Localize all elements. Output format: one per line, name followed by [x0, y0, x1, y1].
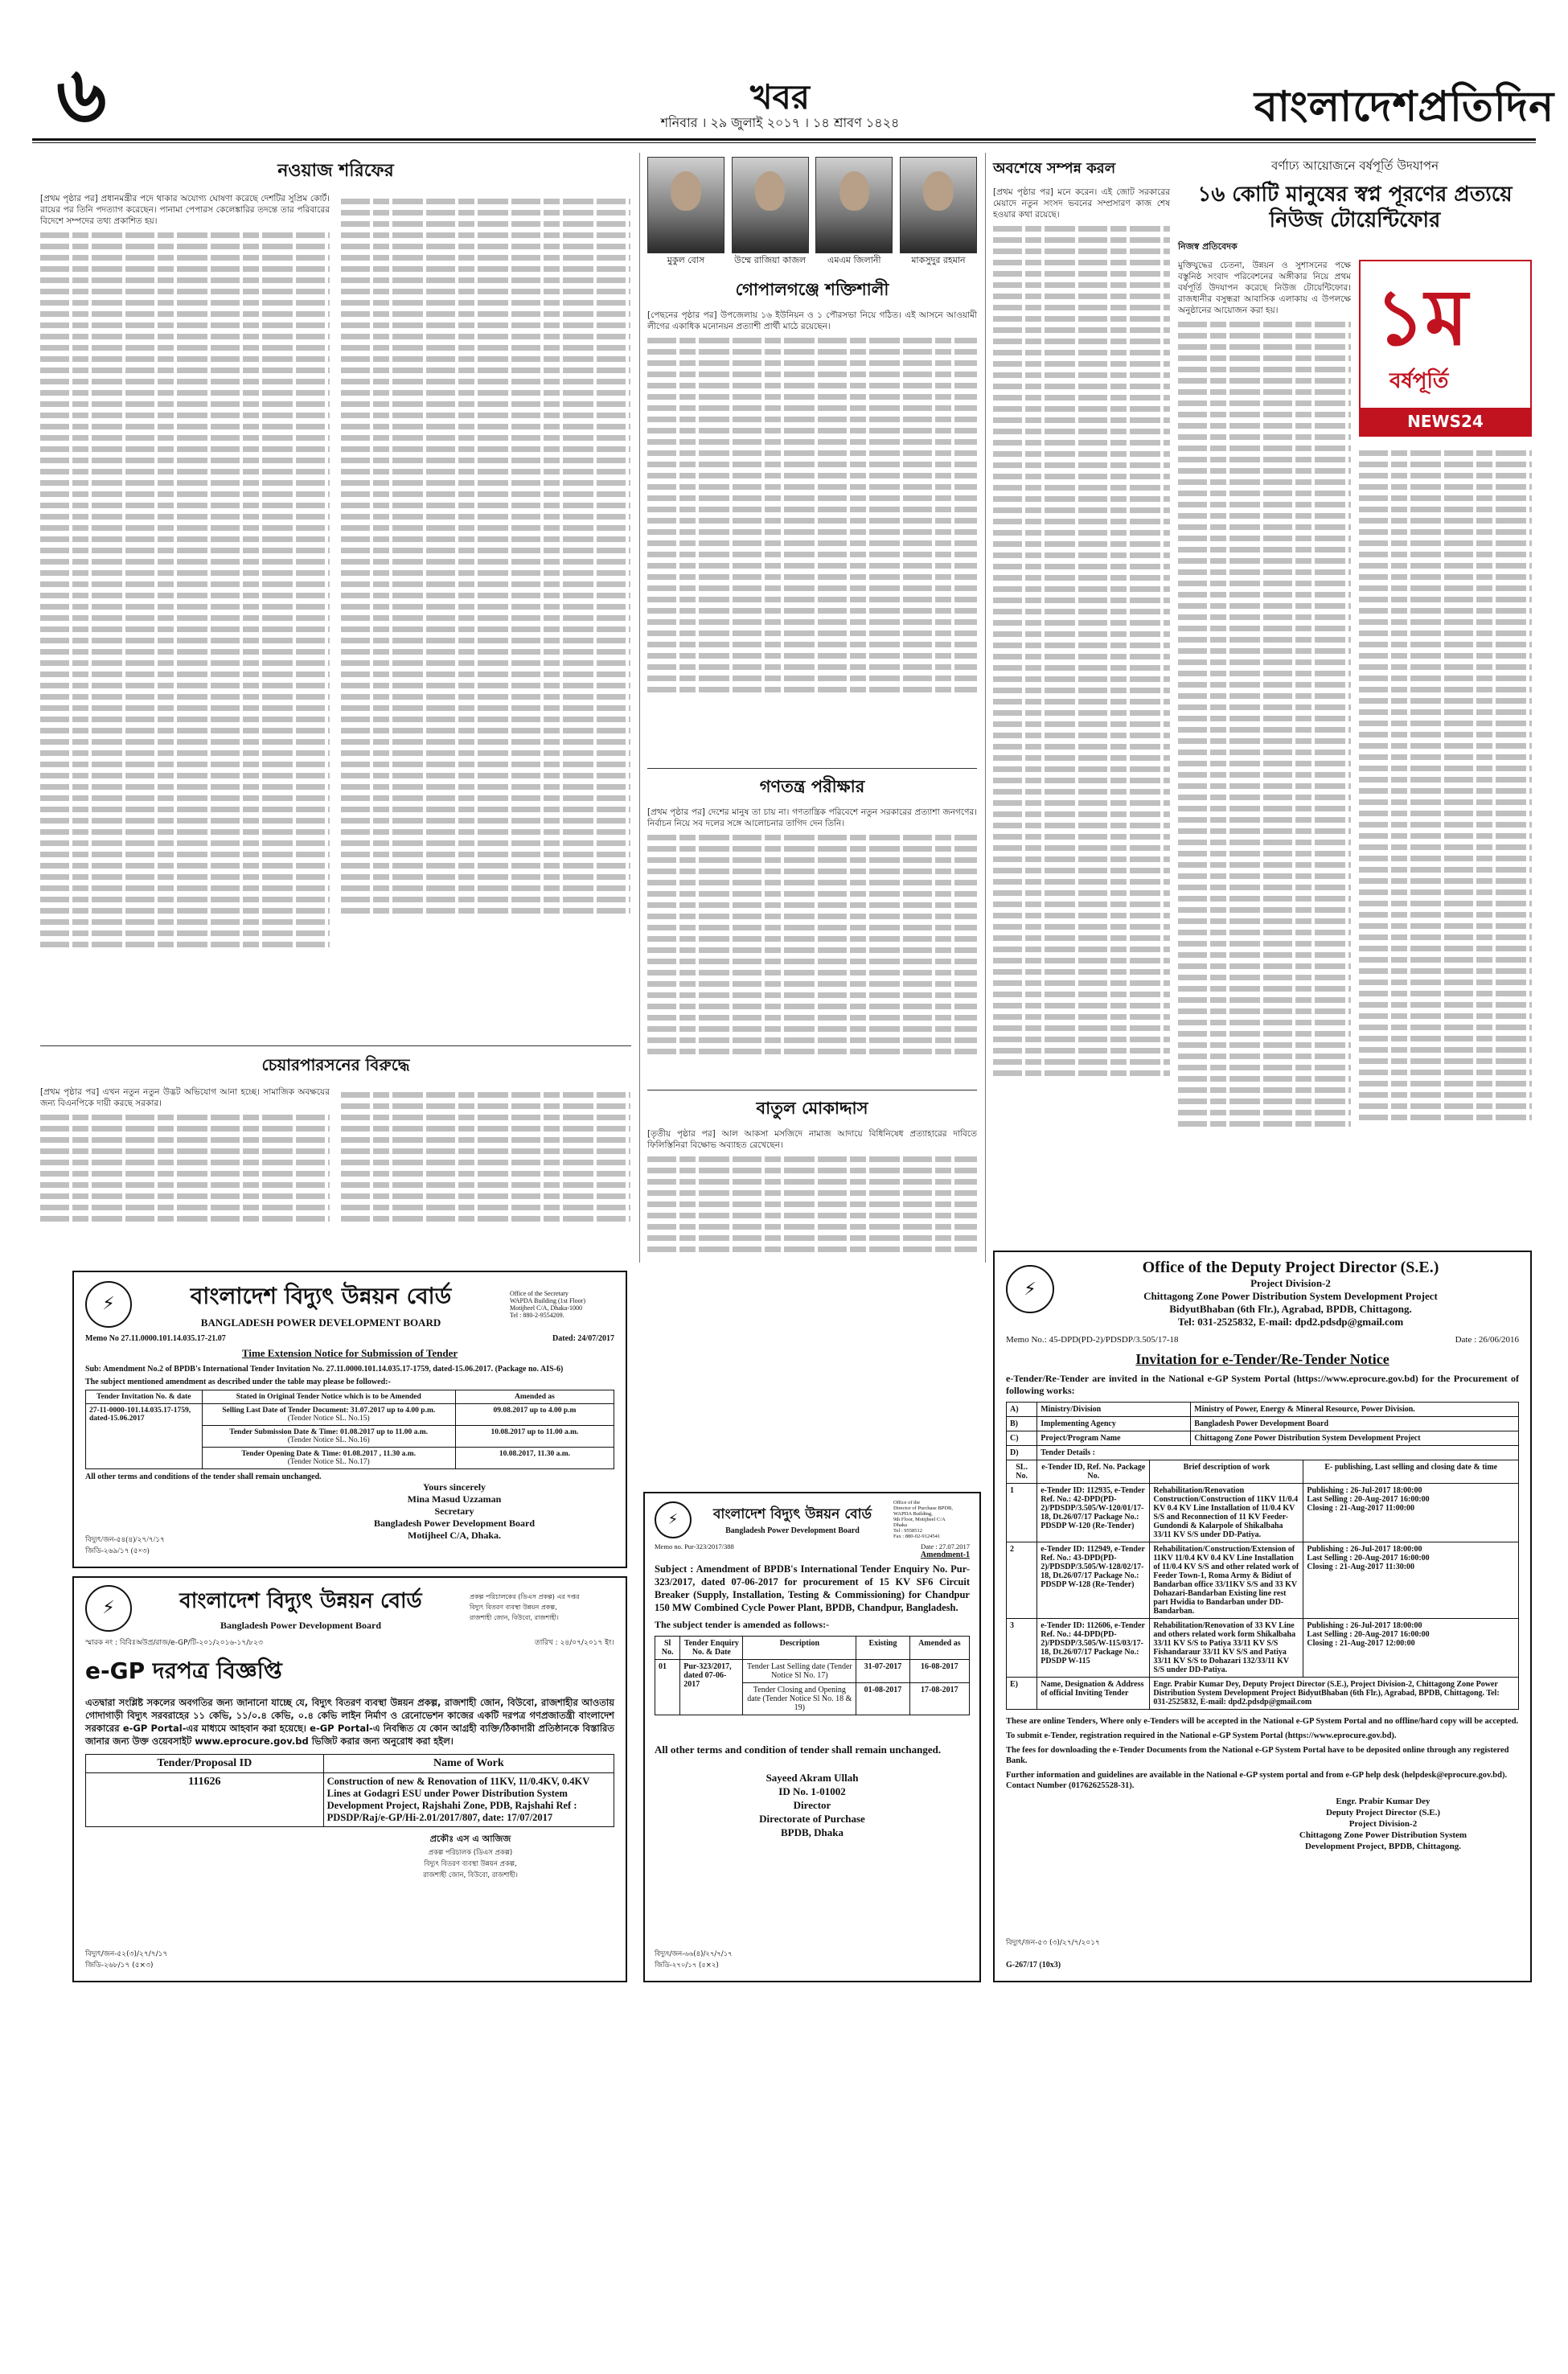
ad-title-bn: বাংলাদেশ বিদ্যুৎ উন্নয়ন বোর্ড	[712, 1506, 872, 1522]
memo-date: Date : 27.07.2017	[921, 1542, 970, 1550]
note-item: The fees for downloading the e-Tender Documents from the National e-GP System Portal have to be deposited online through any registered Bank.	[1006, 1746, 1509, 1765]
signer-id: ID No. 1-01002	[778, 1785, 846, 1797]
table-header: E- publishing, Last selling and closing date & time	[1303, 1460, 1519, 1484]
table-cell: 1	[1007, 1484, 1037, 1542]
bpdb-logo-icon: ⚡	[655, 1501, 692, 1538]
table-cell: 10.08.2017 up to 11.00 a.m.	[455, 1426, 614, 1448]
table-row	[1007, 1619, 1519, 1678]
column-divider	[639, 153, 640, 1263]
office-address: Office of the Secretary WAPDA Building (1st Floor) Motijheel C/A, Dhaka-1000 Tel : 880-2-9554209.	[510, 1289, 586, 1319]
table-header: Tender Invitation No. & date	[86, 1390, 203, 1404]
ad-ref-code: বিদ্যুৎ/জন-৬৬(৪)/২৭/৭/১৭	[655, 1950, 733, 1958]
tender-notice-egp-rajshahi	[72, 1576, 627, 1982]
table-header: Amended as	[909, 1637, 969, 1660]
table-header: Brief description of work	[1150, 1460, 1303, 1484]
ad-title-bn: বাংলাদেশ বিদ্যুৎ উন্নয়ন বোর্ড	[179, 1589, 422, 1613]
story-body-col2	[341, 193, 630, 1033]
table-row	[655, 1660, 970, 1683]
signer-title: Secretary	[434, 1505, 474, 1517]
memo-number: Memo No 27.11.0000.101.14.035.17-21.07	[85, 1334, 226, 1343]
divider	[647, 768, 977, 769]
story-body-col2	[1359, 445, 1532, 1281]
ad-ref-code: বিদ্যুৎ/জন-৫৩ (৩)/২৭/৭/২০১৭	[1006, 1939, 1100, 1947]
story-democracy	[647, 774, 977, 1100]
table-cell: Tender Last Selling date (Tender Notice Sl No. 17)	[743, 1660, 856, 1683]
memo-date: Date : 26/06/2016	[1455, 1335, 1519, 1345]
table-row	[1007, 1446, 1519, 1460]
tender-details-table	[1006, 1402, 1519, 1710]
table-cell: 10.08.2017, 11.30 a.m.	[455, 1448, 614, 1469]
tender-notice-bpdb-time-extension	[72, 1271, 627, 1568]
amendment-table	[85, 1390, 614, 1469]
table-row	[86, 1404, 614, 1426]
table-cell: Tender Details :	[1037, 1446, 1519, 1460]
table-cell: Engr. Prabir Kumar Dey, Deputy Project Director (S.E.), Project Division-2, Chittagong Zone Power Distribution System Development Project BidyutBhaban (6th Flr.), Agrabad, BPDB, Chittagong. Tel: 031-2525832, E-mail: dpd2.pdsdp@gmail.com	[1150, 1678, 1519, 1710]
name-of-work: Construction of new & Renovation of 11KV, 11/0.4KV, 0.4KV Lines at Godagri ESU under Power Distribution System Development Project, Rajshahi Zone, PDB, Rajshahi Ref : PDSDP/Raj/e-GP/Hi-2.01/2017/807, date: 17/07/2017	[323, 1773, 614, 1827]
signer-org: Directorate of Purchase	[759, 1813, 865, 1825]
story-body	[647, 807, 977, 1100]
signer-name: Mina Masud Uzzaman	[407, 1493, 502, 1505]
table-header: SL. No.	[1007, 1460, 1037, 1484]
table-header: Tender/Proposal ID	[86, 1755, 324, 1773]
notice-intro: The subject tender is amended as follows:-	[655, 1619, 830, 1630]
table-cell: 31-07-2017	[856, 1660, 909, 1683]
note-item: To submit e-Tender, registration required in the National e-GP System Portal (https://www.eprocure.gov.bd).	[1006, 1731, 1397, 1740]
table-cell: Selling Last Date of Tender Document: 31.07.2017 up to 4.00 p.m.	[222, 1407, 436, 1415]
table-cell-note: (Tender Notice SL. No.16)	[287, 1436, 370, 1444]
logo-channel-name: NEWS24	[1361, 408, 1530, 435]
story-headline: বাতুল মোকাদ্দাস	[756, 1099, 868, 1118]
signature-block	[655, 1771, 970, 1839]
ad-ref-code: জিডি-২৭০/১৭ (৫×২)	[655, 1961, 719, 1969]
photo-strip	[647, 157, 977, 269]
masthead: বাংলাদেশপ্রতিদিন	[1254, 83, 1555, 131]
signer-title: Deputy Project Director (S.E.)	[1325, 1808, 1441, 1817]
memo-number: Memo No.: 45-DPD(PD-2)/PDSDP/3.505/17-18	[1006, 1335, 1179, 1345]
photo-caption: উম্মে রাজিয়া কাজল	[734, 255, 807, 265]
table-cell: 27-11-0000-101.14.035.17-1759, dated-15.06.2017	[86, 1404, 203, 1469]
ad-subtitle: Project Division-2	[1250, 1277, 1331, 1289]
table-header: Tender Enquiry No. & Date	[680, 1637, 743, 1660]
notice-title: Time Extension Notice for Submission of Tender	[241, 1347, 458, 1359]
notice-title: Invitation for e-Tender/Re-Tender Notice	[1135, 1351, 1389, 1367]
logo-number: ১ম	[1375, 273, 1468, 363]
portrait-photo	[647, 157, 724, 253]
story-body	[647, 310, 977, 728]
story-lead: মুক্তিযুদ্ধের চেতনা, উন্নয়ন ও সুশাসনের পক্ষে বস্তুনিষ্ঠ সংবাদ পরিবেশনের অঙ্গীকার নিয়ে প্রথম বর্ষপূর্তি উদযাপন করেছে নিউজ টোয়েন্টিফোর। রাজধানীর বসুন্ধরা আবাসিক এলাকায় এ উপলক্ষে অনুষ্ঠানের আয়োজন করা হয়।	[1178, 261, 1351, 315]
ad-title-bn: বাংলাদেশ বিদ্যুৎ উন্নয়ন বোর্ড	[190, 1283, 452, 1309]
table-cell: Publishing : 26-Jul-2017 18:00:00 Last Selling : 20-Aug-2017 16:00:00 Closing : 21-Aug-2017 11:00:00	[1303, 1484, 1519, 1542]
sign-off: Yours sincerely	[422, 1481, 486, 1493]
story-gopalganj	[647, 157, 977, 728]
table-header: Sl No.	[655, 1637, 680, 1660]
table-cell: 3	[1007, 1619, 1037, 1678]
table-row	[1007, 1417, 1519, 1431]
table-cell: Implementing Agency	[1037, 1417, 1191, 1431]
tender-notice-purchase-amendment	[643, 1492, 981, 1982]
table-header: Existing	[856, 1637, 909, 1660]
note-item: Further information and guidelines are available in the National e-GP system portal and from e-GP help desk (helpdesk@eprocure.gov.bd). Contact Number (01762625528-31).	[1006, 1771, 1508, 1790]
table-cell: Publishing : 26-Jul-2017 18:00:00 Last Selling : 20-Aug-2017 16:00:00 Closing : 21-Aug-2017 12:00:00	[1303, 1619, 1519, 1678]
amendment-table	[655, 1636, 970, 1715]
bpdb-logo-icon: ⚡	[85, 1585, 132, 1632]
table-cell: Rehabilitation/Renovation Construction/Construction of 11KV 11/0.4 KV 0.4 KV Line Installation of 11/0.4 KV S/S and Reconnection of 11 KV Feeder-Gundondi & Kalarpole of Shikalbaha 33/11 KV S/S under DD-Patiya.	[1150, 1484, 1303, 1542]
table-cell: 16-08-2017	[909, 1660, 969, 1683]
story-headline: নওয়াজ শরিফের	[277, 161, 394, 181]
story-headline: ১৬ কোটি মানুষের স্বপ্ন পূরণের প্রত্যয়ে নিউজ টোয়েন্টিফোর	[1197, 183, 1513, 232]
ad-subtitle: Chittagong Zone Power Distribution System Development Project	[1143, 1290, 1438, 1302]
ad-ref-code: জিডি-২৬৯/১৭ (৫×৩)	[85, 1546, 150, 1555]
divider	[40, 1045, 631, 1046]
ad-ref-code: বিদ্যুৎ/জন-৫৪(৪)/২৭/৭/১৭	[85, 1535, 165, 1543]
header-rule	[32, 138, 1536, 143]
story-headline: গণতন্ত্র পরীক্ষার	[759, 777, 865, 796]
notice-title: e-GP দরপত্র বিজ্ঞপ্তি	[85, 1657, 282, 1684]
table-header: Description	[743, 1637, 856, 1660]
portrait-photo	[900, 157, 977, 253]
bpdb-logo-icon: ⚡	[1006, 1265, 1054, 1313]
table-row	[1007, 1484, 1519, 1542]
portrait-photo	[815, 157, 893, 253]
memo-number: স্মারক নং : বিবিঃঅউপ্র/রাজ/e-GP/টি-২০১/২০১৬-১৭/৮২৩	[85, 1639, 263, 1647]
table-row	[1007, 1678, 1519, 1710]
table-cell: Project/Program Name	[1037, 1431, 1191, 1446]
story-body	[1178, 260, 1351, 1289]
photo-caption: মাকসুদুর রহমান	[911, 255, 966, 265]
tender-notice-dpd-chittagong	[993, 1251, 1532, 1982]
news24-anniversary-logo	[1359, 260, 1532, 437]
signer-address: Motijheel C/A, Dhaka.	[408, 1530, 501, 1541]
signer-org: Chittagong Zone Power Distribution System	[1299, 1830, 1467, 1840]
ad-ref-code: বিদ্যুৎ/জন-৫২(৩)/২৭/৭/১৭	[85, 1950, 168, 1958]
story-headline: চেয়ারপারসনের বিরুদ্ধে	[261, 1055, 410, 1074]
story-finally	[993, 157, 1170, 1264]
table-cell: Ministry of Power, Energy & Mineral Resource, Power Division.	[1191, 1403, 1519, 1417]
signer-division: Project Division-2	[1348, 1819, 1418, 1829]
table-cell: e-Tender ID: 112935, e-Tender Ref. No.: 42-DPD(PD-2)/PDSDP/3.505/W-120/01/17-18, Dt.26/07/17 Package No.: PDSDP W-120 (Re-Tender)	[1037, 1484, 1150, 1542]
story-lead: [প্রথম পৃষ্ঠার পর] দেশের মানুষ তা চায় না। গণতান্ত্রিক পরিবেশে নতুন সরকারের প্রত্যাশা জনগণের। নির্বাচন নিয়ে সব দলের সঙ্গে আলোচনার তাগিদ দেন তিনি।	[647, 807, 977, 828]
table-row	[1007, 1431, 1519, 1446]
ad-address: BidyutBhaban (6th Flr.), Agrabad, BPDB, Chittagong.	[1169, 1303, 1412, 1315]
table-cell: Rehabilitation/Construction/Extension of 11KV 11/0.4 KV 0.4 KV Line Installation of 11/0.4 KV S/S and other related work of Feeder Town-1, Roma Army & Bidiut of Bandarban office 33/11KV S/S and 33 KV Dohazari-Bandarban Existing line rest part Hwidia to Bandarban under DD-Bandarban.	[1150, 1542, 1303, 1619]
amendment-label: Amendment-1	[920, 1550, 970, 1559]
notice-intro: The subject mentioned amendment as described under the table may please be followed:-	[85, 1378, 391, 1386]
ad-ref-code: G-267/17 (10x3)	[1006, 1961, 1061, 1969]
table-cell: Name, Designation & Address of official Inviting Tender	[1037, 1678, 1150, 1710]
table-cell: Tender Opening Date & Time: 01.08.2017 , 11.30 a.m.	[241, 1450, 416, 1458]
signer-name: Sayeed Akram Ullah	[766, 1772, 859, 1784]
date-line: শনিবার । ২৯ জুলাই ২০১৭ । ১৪ শ্রাবণ ১৪২৪	[660, 115, 900, 130]
ad-contact: Tel: 031-2525832, E-mail: dpd2.pdsdp@gmail.com	[1177, 1316, 1404, 1328]
memo-date: তারিখ : ২৪/০৭/২০১৭ ইং।	[534, 1639, 614, 1647]
table-cell-note: (Tender Notice SL. No.17)	[287, 1458, 370, 1466]
table-cell-note: (Tender Notice SL. No.15)	[287, 1415, 370, 1423]
table-cell: Tender Closing and Opening date (Tender Notice Sl No. 18 & 19)	[743, 1683, 856, 1715]
story-lead: [প্রথম পৃষ্ঠার পর] প্রধানমন্ত্রীর পদে থাকার অযোগ্য ঘোষণা করেছে দেশটির সুপ্রিম কোর্ট। রায়ের পর তিনি পদত্যাগ করেছেন। পানামা পেপারস কেলেঙ্কারির তদন্তে তার পরিবারের বিদেশে সম্পদের তথ্য প্রকাশিত হয়।	[40, 194, 330, 226]
notice-subject: Sub: Amendment No.2 of BPDB's International Tender Invitation No. 27.11.0000.101.14.035.17-1759, dated-15.06.2017. (Package no. AIS-6)	[85, 1365, 564, 1374]
story-body-col2	[341, 1086, 630, 1247]
column-divider	[985, 153, 986, 1263]
table-header: Stated in Original Tender Notice which is to be Amended	[202, 1390, 455, 1404]
story-kicker: বর্ণাঢ্য আয়োজনে বর্ষপূর্তি উদযাপন	[1270, 158, 1439, 173]
signer-address: BPDB, Dhaka	[780, 1826, 844, 1838]
tender-id: 111626	[86, 1773, 324, 1827]
table-row	[1007, 1542, 1519, 1619]
story-lead: [পেছনের পৃষ্ঠার পর] উপজেলায় ১৬ ইউনিয়ন ও ১ পৌরসভা নিয়ে গঠিত। এই আসনে আওয়ামী লীগের একাধিক মনোনয়ন প্রত্যাশী প্রার্থী মাঠে রয়েছেন।	[647, 310, 977, 331]
photo-caption: মুকুল বোস	[667, 255, 705, 265]
table-cell: e-Tender ID: 112606, e-Tender Ref. No.: 44-DPD(PD-2)/PDSDP/3.505/W-115/03/17-18, Dt.26/07/17 Package No.: PDSDP W-115	[1037, 1619, 1150, 1678]
notes-block	[1006, 1716, 1519, 1791]
table-cell: Ministry/Division	[1037, 1403, 1191, 1417]
story-body	[40, 193, 330, 1033]
signer-title: Director	[793, 1799, 831, 1811]
story-batul	[647, 1095, 977, 1277]
notice-body: এতদ্বারা সংশ্লিষ্ট সকলের অবগতির জন্য জানানো যাচ্ছে যে, বিদ্যুৎ বিতরণ ব্যবস্থা উন্নয়ন প্রকল্প, রাজশাহী জোন, বিউবো, রাজশাহীর আওতায় গোদাগাড়ী বিদ্যুৎ সরবরাহের ১১ কেভি, ১১/০.৪ কেভি, ০.৪ কেভি লাইন নির্মাণ ও রেনোভেশন কাজের একটি দরপত্র গণপ্রজাতন্ত্রী বাংলাদেশ সরকারের e-GP Portal-এর মাধ্যমে আহবান করা হয়েছে। e-GP Portal-এ নিবন্ধিত যে কোন আগ্রহী ব্যক্তি/ঠিকাদারী প্রতিষ্ঠানকে বিস্তারিত জানার জন্য উক্ত ওয়েবসাইট www.eprocure.gov.bd ভিজিট করার জন্য অনুরোধ করা হইল।	[85, 1697, 614, 1747]
story-lead: [প্রথম পৃষ্ঠার পর] এখন নতুন নতুন উদ্ভট অভিযোগ আনা হচ্ছে। সামাজিক অবক্ষয়ের জন্য বিএনপিকে দায়ী করছে সরকার।	[40, 1087, 330, 1108]
story-body	[40, 1086, 330, 1247]
photo-caption: এমএম জিলানী	[827, 255, 881, 265]
story-body	[647, 1128, 977, 1277]
story-headline: অবশেষে সম্পন্ন করল	[993, 160, 1116, 177]
ad-title: Office of the Deputy Project Director (S.E.)	[1142, 1259, 1439, 1276]
signer-title: প্রকল্প পরিচালক (ডিএস প্রকল্প) বিদ্যুৎ বিতরণ ব্যবস্থা উন্নয়ন প্রকল্প, রাজশাহী জোন, বিউবো, রাজশাহী।	[423, 1849, 518, 1879]
signature-block	[294, 1481, 614, 1542]
memo-date: Dated: 24/07/2017	[552, 1334, 614, 1343]
table-header: Amended as	[455, 1390, 614, 1404]
notice-intro: e-Tender/Re-Tender are invited in the National e-GP System Portal (https://www.eprocure.gov.bd) for the Procurement of following works:	[1006, 1373, 1519, 1396]
table-cell: D)	[1007, 1446, 1037, 1460]
table-cell: 01	[655, 1660, 680, 1715]
office-address: Office of the Director of Purchase BPDB, WAPDA Building, 9th Floor, Motijheel C/A Dhaka Tel : 9558512 Fax : 880-02-9124541	[893, 1500, 954, 1539]
notice-subject: Subject : Amendment of BPDB's International Tender Enquiry No. Pur-323/2017, dated 07-06-2017 for procurement of 15 KV SF6 Circuit Breaker (Supply, Installation, Testing & Commissioning) for Chandpur 150 MW Combined Cycle Power Plant, BPDB, Chandpur, Bangladesh.	[655, 1563, 970, 1613]
table-cell: Chittagong Zone Power Distribution System Development Project	[1191, 1431, 1519, 1446]
tender-table	[85, 1754, 614, 1827]
table-cell: E)	[1007, 1678, 1037, 1710]
ad-title-en: BANGLADESH POWER DEVELOPMENT BOARD	[200, 1316, 441, 1329]
table-cell: Bangladesh Power Development Board	[1191, 1417, 1519, 1431]
story-nawaz	[40, 157, 631, 1033]
table-cell: Rehabilitation/Renovation of 33 KV Line and others related work form Shikalbaha 33/11 KV S/S to Patiya 33/11 KV S/S Fishandaraur 33/11 KV S/S and Patiya 33/11 KV S/S to Dohazari 132/33/11 KV S/S under DD-Patiya.	[1150, 1619, 1303, 1678]
story-chairperson	[40, 1054, 631, 1247]
signer-org: Bangladesh Power Development Board	[373, 1518, 536, 1529]
ad-title-en: Bangladesh Power Development Board	[220, 1620, 382, 1631]
story-body	[993, 187, 1170, 1264]
table-cell: B)	[1007, 1417, 1037, 1431]
table-cell: 17-08-2017	[909, 1683, 969, 1715]
section-title: খবর	[749, 77, 811, 117]
story-lead: [প্রথম পৃষ্ঠার পর] মনে করেন। এই জোট সরকারের মেয়াদে নতুন সংসদ ভবনের সম্প্রসারণ কাজ শেষ হওয়ার কথা রয়েছে।	[993, 187, 1170, 220]
story-headline: গোপালগঞ্জে শক্তিশালী	[735, 280, 889, 299]
table-cell: Pur-323/2017, dated 07-06-2017	[680, 1660, 743, 1715]
logo-subtitle: বর্ষপূর্তি	[1389, 369, 1449, 393]
table-cell: e-Tender ID: 112949, e-Tender Ref. No.: 43-DPD(PD-2)/PDSDP/3.505/W-128/02/17-18, Dt.26/07/17 Package No.: PDSDP W-128 (Re-Tender)	[1037, 1542, 1150, 1619]
reporter-byline: নিজস্ব প্রতিবেদক	[1178, 241, 1238, 252]
table-cell: 09.08.2017 up to 4.00 p.m	[455, 1404, 614, 1426]
office-address: প্রকল্প পরিচালকের (ডিএস প্রকল্প) এর দপ্তর বিদ্যুৎ বিতরণ ব্যবস্থা উন্নয়ন প্রকল্প, রাজশাহী জোন, বিউবো, রাজশাহী।	[470, 1593, 580, 1621]
footer-note: All other terms and condition of tender shall remain unchanged.	[655, 1744, 942, 1756]
ad-ref-code: জিডি-২৬৮/১৭ (৫×৩)	[85, 1961, 154, 1969]
table-cell: 01-08-2017	[856, 1683, 909, 1715]
table-cell: C)	[1007, 1431, 1037, 1446]
story-news24	[1178, 157, 1532, 1289]
table-cell: 2	[1007, 1542, 1037, 1619]
table-header: e-Tender ID, Ref. No. Package No.	[1037, 1460, 1150, 1484]
signer-name: প্রকৌঃ এস এ আজিজ	[429, 1834, 511, 1844]
table-header: Name of Work	[323, 1755, 614, 1773]
page-number: ৬	[56, 49, 107, 140]
signer-name: Engr. Prabir Kumar Dey	[1336, 1797, 1430, 1806]
portrait-photo	[732, 157, 809, 253]
ad-title-en: Bangladesh Power Development Board	[725, 1526, 860, 1535]
story-lead: [তৃতীয় পৃষ্ঠার পর] আল আকসা মসজিদে নামাজ আদায়ে বিধিনিষেধ প্রত্যাহারের দাবিতে ফিলিস্তিনিরা বিক্ষোভ অব্যাহত রেখেছেন।	[647, 1129, 977, 1150]
table-row	[86, 1773, 614, 1827]
bpdb-logo-icon: ⚡	[85, 1281, 132, 1328]
note-item: These are online Tenders, Where only e-Tenders will be accepted in the National e-GP System Portal and no offline/hard copy will be accepted.	[1006, 1717, 1519, 1726]
signature-block	[1247, 1796, 1519, 1852]
signer-org-line2: Development Project, BPDB, Chittagong.	[1304, 1842, 1462, 1851]
table-cell: Tender Submission Date & Time: 01.08.2017 up to 11.00 a.m.	[229, 1428, 429, 1436]
table-row	[1007, 1403, 1519, 1417]
footer-note: All other terms and conditions of the tender shall remain unchanged.	[85, 1472, 322, 1481]
table-cell: Publishing : 26-Jul-2017 18:00:00 Last Selling : 20-Aug-2017 16:00:00 Closing : 21-Aug-2017 11:30:00	[1303, 1542, 1519, 1619]
table-cell: A)	[1007, 1403, 1037, 1417]
memo-number: Memo no. Pur-323/2017/388	[655, 1542, 734, 1550]
